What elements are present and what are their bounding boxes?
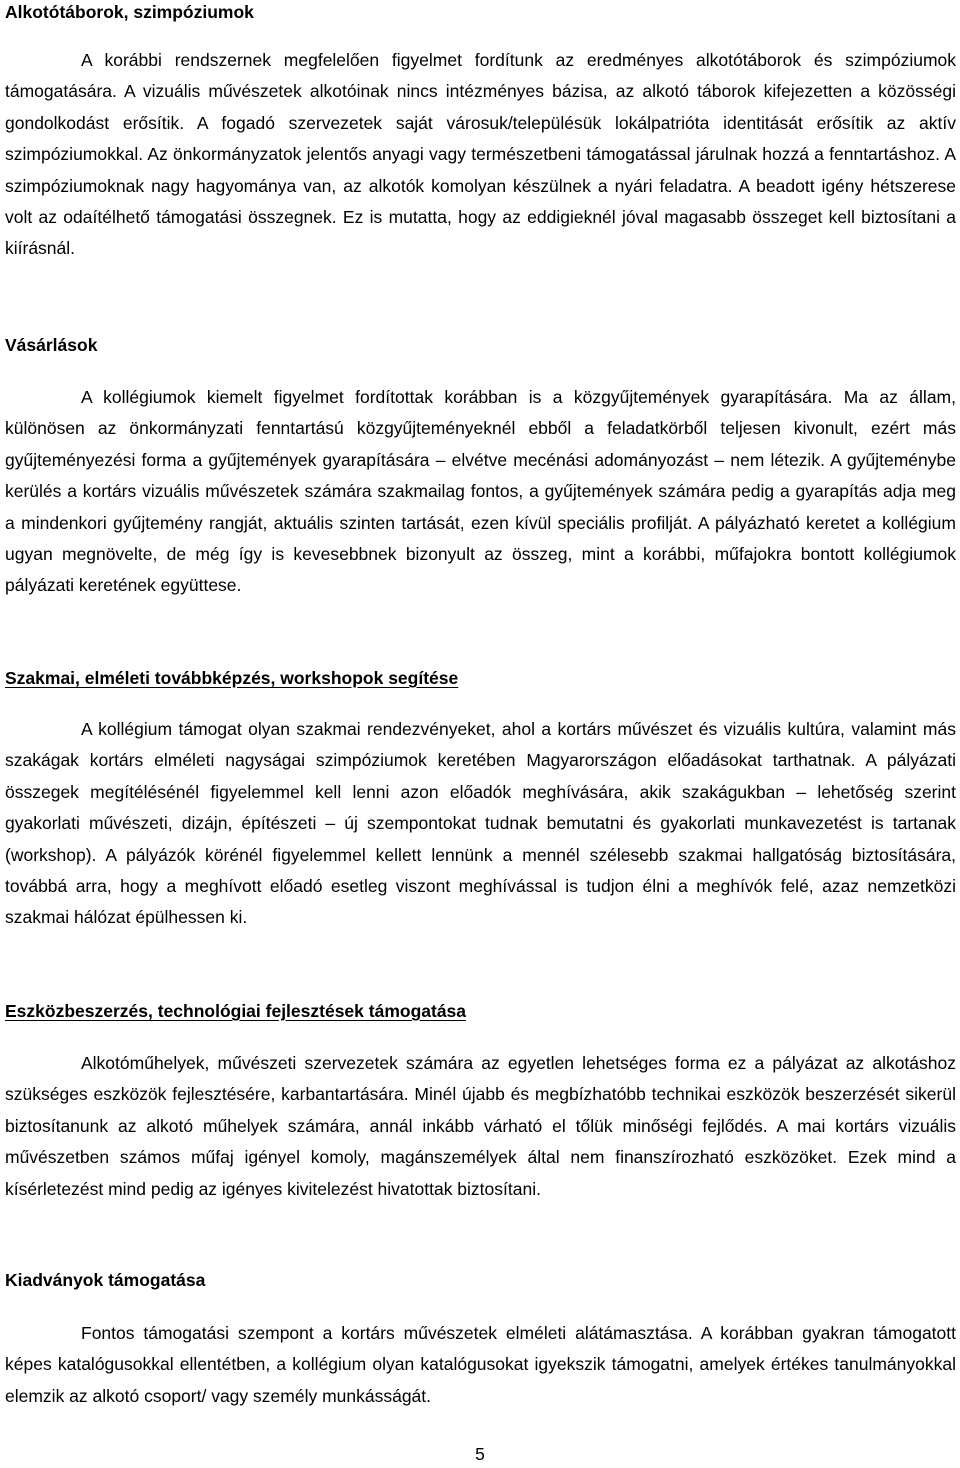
section-heading-szakmai-tovabbkepzes: Szakmai, elméleti továbbképzés, workshopok segítése: [5, 668, 459, 688]
section-heading-eszkozbeszerzes: Eszközbeszerzés, technológiai fejlesztések támogatása: [5, 1001, 467, 1021]
section-paragraph-szakmai-tovabbkepzes: A kollégium támogat olyan szakmai rendezvényeket, ahol a kortárs művészet és vizuális kultúra, valamint más szakágak kortárs elméleti nagyságai szimpóziumok keretében Magyarországon előadásokat tarthatnak. A pályázati összegek megítélésénél figyelemmel kell lenni azon előadók meghívására, akik szakágukban – lehetőség szerint gyakorlati művészeti, dizájn, építészeti – új szempontokat tudnak bemutatni és gyakorlati munkavezetést is tartanak (workshop). A pályázók körénél figyelemmel kellett lennünk a mennél szélesebb szakmai hallgatóság biztosítására, továbbá arra, hogy a meghívott előadó esetleg viszont meghívással is tudjon élni a meghívók felé, azaz nemzetközi szakmai hálózat épülhessen ki.: [5, 719, 956, 928]
section-heading-kiadvanyok: Kiadványok támogatása: [5, 1270, 206, 1290]
section-paragraph-vasarlasok: A kollégiumok kiemelt figyelmet fordítottak korábban is a közgyűjtemények gyarapítására. Ma az állam, különösen az önkormányzati fenntartású közgyűjteményeknél ebből a feladatkörből teljesen kivonult, ezért más gyűjteményezési forma a gyűjtemények gyarapítására – elvétve mecénási adományozást – nem létezik. A gyűjteménybe kerülés a kortárs vizuális művészetek számára szakmailag fontos, a gyűjtemények számára pedig a gyarapítás adja meg a mindenkori gyűjtemény rangját, aktuális szinten tartását, ezen kívül speciális profilját. A pályázható keretet a kollégium ugyan megnövelte, de még így is kevesebbnek bizonyult az összeg, mint a korábbi, műfajokra bontott kollégiumok pályázati keretének együttese.: [5, 387, 956, 596]
page-number: 5: [475, 1444, 485, 1464]
section-paragraph-eszkozbeszerzes: Alkotóműhelyek, művészeti szervezetek számára az egyetlen lehetséges forma ez a pályázat az alkotáshoz szükséges eszközök fejlesztésére, karbantartására. Minél újabb és megbízhatóbb technikai eszközök beszerzését sikerül biztosítanunk az alkotó műhelyek számára, annál inkább várható el tőlük minőségi fejlődés. A mai kortárs vizuális művészetben számos műfaj igényel komoly, magánszemélyek által nem finanszírozható eszközöket. Ezek mind a kísérletezést mind pedig az igényes kivitelezést hivatottak biztosítani.: [5, 1053, 956, 1199]
section-heading-alkototaborok: Alkotótáborok, szimpóziumok: [5, 2, 254, 22]
section-paragraph-alkototaborok: A korábbi rendszernek megfelelően figyelmet fordítunk az eredményes alkotótáborok és szimpóziumok támogatására. A vizuális művészetek alkotóinak nincs intézményes bázisa, az alkotó táborok kifejezetten a közösségi gondolkodást erősítik. A fogadó szervezetek saját városuk/településük lokálpatrióta identitását erősítik az aktív szimpóziumokkal. Az önkormányzatok jelentős anyagi vagy természetbeni támogatással járulnak hozzá a fenntartáshoz. A szimpóziumoknak nagy hagyománya van, az alkotók komolyan készülnek a nyári feladatra. A beadott igény hétszerese volt az odaítélhető támogatási összegnek. Ez is mutatta, hogy az eddigieknél jóval magasabb összeget kell biztosítani a kiírásnál.: [5, 50, 956, 259]
section-heading-vasarlasok: Vásárlások: [5, 335, 98, 355]
section-paragraph-kiadvanyok: Fontos támogatási szempont a kortárs művészetek elméleti alátámasztása. A korábban gyakran támogatott képes katalógusokkal ellentétben, a kollégium olyan katalógusokat igyekszik támogatni, amelyek értékes tanulmányokkal elemzik az alkotó csoport/ vagy személy munkásságát.: [5, 1323, 956, 1406]
